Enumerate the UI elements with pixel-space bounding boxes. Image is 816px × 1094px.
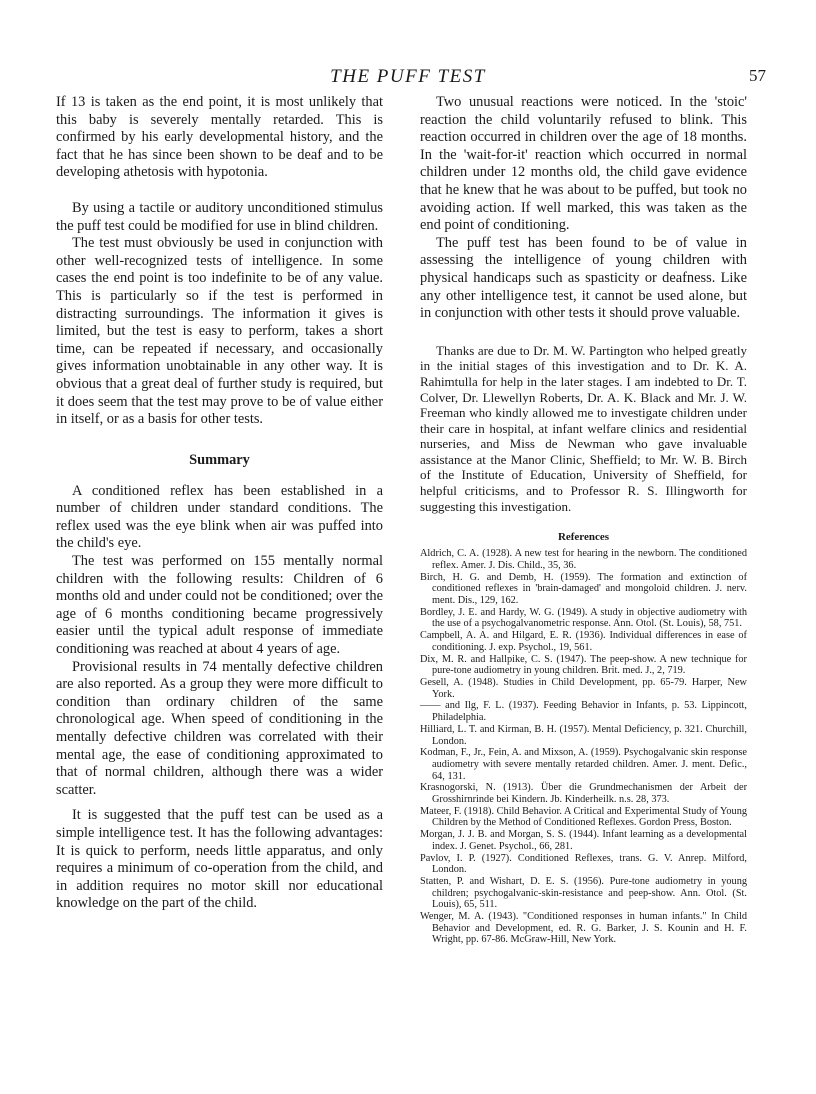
reference-item: Campbell, A. A. and Hilgard, E. R. (1936). Individual differences in ease of conditioning. J. exp. Psychol., 19, 561. bbox=[420, 630, 747, 653]
reference-item: Pavlov, I. P. (1927). Conditioned Reflexes, trans. G. V. Anrep. Milford, London. bbox=[420, 852, 747, 876]
reference-item: Statten, P. and Wishart, D. E. S. (1956). Pure-tone audiometry in young children; psychogalvanic-skin-resistance and peep-show. Ann. Otol. (St. Louis), 65, 511. bbox=[420, 875, 747, 911]
reference-item: Hilliard, L. T. and Kirman, B. H. (1957). Mental Deficiency, p. 321. Churchill, London. bbox=[420, 723, 747, 747]
summary-paragraph: The test was performed on 155 mentally normal children with the following results: Children of 6 months old and under could not be conditioned; over the age of 6 months conditioning became progressively easier until the typical adult response of immediate conditioning was reached at about 4 years of age. bbox=[56, 553, 383, 658]
running-title: THE PUFF TEST bbox=[330, 66, 486, 87]
summary-paragraph: A conditioned reflex has been established in a number of children under standard conditions. The reflex used was the eye blink when air was puffed into the child's eye. bbox=[56, 482, 383, 552]
right-column bbox=[420, 94, 747, 946]
reference-item: Gesell, A. (1948). Studies in Child Development, pp. 65-79. Harper, New York. bbox=[420, 676, 747, 700]
reference-item: Wenger, M. A. (1943). "Conditioned responses in human infants." In Child Behavior and Development, ed. R. G. Barker, J. S. Kounin and H. F. Wright, pp. 67-86. McGraw-Hill, New York. bbox=[420, 911, 747, 946]
body-paragraph: By using a tactile or auditory unconditioned stimulus the puff test could be modified for use in blind children. bbox=[56, 199, 383, 234]
reference-item: Aldrich, C. A. (1928). A new test for hearing in the newborn. The conditioned reflex. Amer. J. Dis. Child., 35, 36. bbox=[420, 548, 747, 571]
references-list bbox=[420, 548, 747, 946]
reference-item: Bordley, J. E. and Hardy, W. G. (1949). A study in objective audiometry with the use of a psychogalvanometric response. Ann. Otol. (St. Louis), 58, 751. bbox=[420, 606, 747, 630]
references-heading: References bbox=[557, 531, 610, 544]
reference-item: Birch, H. G. and Demb, H. (1959). The formation and extinction of conditioned reflexes in 'brain-damaged' and mongoloid children. J. nerv. ment. Dis., 129, 162. bbox=[420, 571, 747, 607]
reference-item: —— and Ilg, F. L. (1937). Feeding Behavior in Infants, p. 53. Lippincott, Philadelphia. bbox=[420, 700, 747, 724]
reference-item: Krasnogorski, N. (1913). Über die Grundmechanismen der Arbeit der Grosshirnrinde bei Kindern. Jb. Kinderheilk. n.s. 28, 373. bbox=[420, 782, 747, 806]
summary-heading: Summary bbox=[189, 451, 250, 468]
reference-item: Dix, M. R. and Hallpike, C. S. (1947). The peep-show. A new technique for pure-tone audiometry in young children. Brit. med. J., 2, 719. bbox=[420, 653, 747, 677]
page-number: 57 bbox=[749, 66, 766, 85]
acknowledgement: Thanks are due to Dr. M. W. Partington who helped greatly in the initial stages of this investigation and to Dr. K. A. Rahimtulla for help in the later stages. I am indebted to Dr. T. Colver, Dr. Llewellyn Roberts, Dr. A. K. Black and Mr. J. W. Freeman who kindly allowed me to investigate children under their care in hospital, at infant welfare clinics and residential nurseries, and Miss de Newman who gave invaluable assistance at the Manor Clinic, Sheffield; to Mr. W. B. Birch of the Institute of Education, University of Sheffield, for helpful criticisms, and to Professor R. S. Illingworth for suggesting this investigation. bbox=[420, 342, 747, 514]
page-header bbox=[0, 66, 816, 90]
summary-paragraph: It is suggested that the puff test can be used as a simple intelligence test. It has the following advantages: It is quick to perform, needs little apparatus, and only requires a minimum of co-operation from the child, and in addition requires no motor skill nor educational knowledge on the part of the child. bbox=[56, 807, 383, 912]
reference-item: Morgan, J. J. B. and Morgan, S. S. (1944). Infant learning as a developmental index. J. Genet. Psychol., 66, 281. bbox=[420, 829, 747, 852]
left-column bbox=[56, 94, 383, 913]
body-paragraph: The test must obviously be used in conjunction with other well-recognized tests of intelligence. In some cases the end point is too indefinite to be of any value. This is particularly so if the test is performed in distracting surroundings. The information it gives is limited, but the test is easy to perform, takes a short time, can be repeated if necessary, and occasionally gives information unobtainable in any other way. It is obvious that a great deal of further study is required, but it does seem that the test may prove to be of value either in itself, or as a basis for other tests. bbox=[56, 235, 383, 428]
summary-paragraph: Provisional results in 74 mentally defective children are also reported. As a group they were more difficult to condition than ordinary children of the same chronological age. When speed of conditioning in the mentally defective children was correlated with their mental age, the ease of conditioning approximated to that of normal children, although there was a wider scatter. bbox=[56, 658, 383, 798]
body-paragraph: The puff test has been found to be of value in assessing the intelligence of young children with physical handicaps such as spasticity or deafness. Like any other intelligence test, it cannot be used alone, but in conjunction with other tests it should prove valuable. bbox=[420, 234, 747, 322]
reference-item: Kodman, F., Jr., Fein, A. and Mixson, A. (1959). Psychogalvanic skin response audiometry with severe mentally retarded children. Amer. J. ment. Defic., 64, 131. bbox=[420, 747, 747, 782]
reference-item: Mateer, F. (1918). Child Behavior. A Critical and Experimental Study of Young Children by the Method of Conditioned Reflexes. Gordon Press, Boston. bbox=[420, 805, 747, 829]
body-paragraph: Two unusual reactions were noticed. In the 'stoic' reaction the child voluntarily refused to blink. This reaction occurred in children over the age of 18 months. In the 'wait-for-it' reaction which occurred in normal children under 12 months old, the child gave evidence that he knew that he was about to be puffed, but took no avoiding action. If well marked, this was taken as the end point of conditioning. bbox=[420, 94, 747, 234]
body-paragraph: If 13 is taken as the end point, it is most unlikely that this baby is severely mentally retarded. This is confirmed by his early developmental history, and the fact that he has since been shown to be deaf and to be developing athetosis with hypotonia. bbox=[56, 94, 383, 181]
